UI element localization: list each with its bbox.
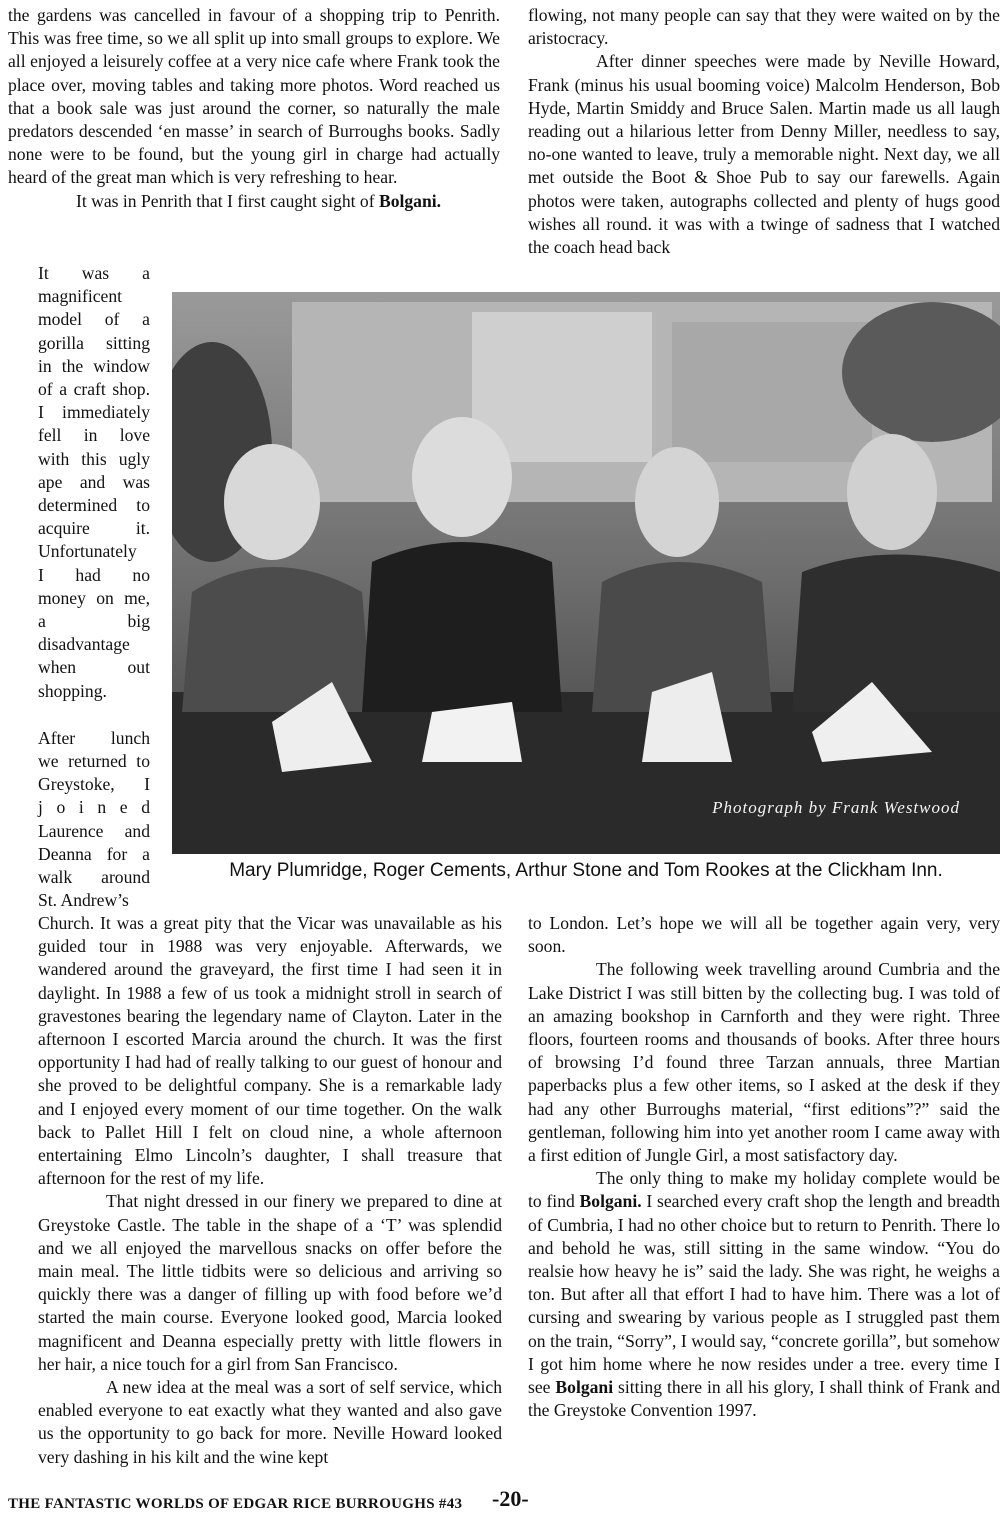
spacer xyxy=(38,703,150,727)
left-column-bottom xyxy=(38,912,502,1469)
narrow-line: we returned to xyxy=(38,751,150,772)
narrow-line: Greystoke, I xyxy=(38,774,150,795)
narrow-line: shopping. xyxy=(38,680,107,701)
right-column-bottom xyxy=(528,912,1000,1422)
narrow-line: acquire it. xyxy=(38,518,150,539)
narrow-line: St. Andrew’s xyxy=(38,890,129,911)
narrow-column xyxy=(38,262,150,912)
paragraph: After dinner speeches were made by Neville Howard, Frank (minus his usual booming voice) Malcolm Henderson, Bob Hyde, Martin Smiddy and Bruce Salen. Martin made us all laugh reading out a hilarious letter from Denny Miller, needless to say, no-one wanted to leave, truly a memorable night. Next day, we all met outside the Boot & Shoe Pub to say our farewells. Again photos were taken, autographs collected and plenty of hugs good wishes all round. it was with a twinge of sadness that I watched the coach head back xyxy=(528,51,1000,258)
photo-image xyxy=(172,292,1000,854)
photo-credit: Photograph by Frank Westwood xyxy=(712,798,960,817)
bold-name: Bolgani. xyxy=(378,190,442,211)
right-column-top xyxy=(528,4,1000,259)
bold-name: Bolgani xyxy=(555,1377,614,1398)
narrow-line: fell in love xyxy=(38,425,150,446)
narrow-line: I immediately xyxy=(38,402,150,423)
paragraph: A new idea at the meal was a sort of self service, which enabled everyone to eat exactly what they wanted and also gave us the opportunity to go back for more. Neville Howard looked very dashing in his kilt and the wine kept xyxy=(38,1377,502,1467)
narrow-line: a big xyxy=(38,611,150,632)
narrow-line: j o i n e d xyxy=(38,797,150,818)
paragraph-text: sitting there in all his glory, I shall think of Frank and the Greystoke Convention 1997. xyxy=(528,1377,1000,1421)
narrow-line: magnificent xyxy=(38,286,123,307)
narrow-line: with this ugly xyxy=(38,448,150,469)
narrow-line: gorilla sitting xyxy=(38,332,150,353)
paragraph-text: The only thing to make my holiday complete would be to find xyxy=(528,1168,1000,1212)
paragraph xyxy=(8,190,500,213)
narrow-line: ape and was xyxy=(38,471,150,492)
group-photo xyxy=(172,292,1000,854)
narrow-line: walk around xyxy=(38,867,150,888)
narrow-line: I had no xyxy=(38,564,150,585)
paragraph: flowing, not many people can say that they were waited on by the aristocracy. xyxy=(528,5,1000,49)
narrow-line: model of a xyxy=(38,309,150,330)
narrow-line: in the window xyxy=(38,355,150,376)
narrow-line: After lunch xyxy=(38,727,150,748)
footer-title: THE FANTASTIC WORLDS OF EDGAR RICE BURROUGHS #43 xyxy=(8,1496,463,1512)
paragraph xyxy=(528,1167,1000,1422)
paragraph: to London. Let’s hope we will all be together again very, very soon. xyxy=(528,913,1000,957)
narrow-line: Laurence and xyxy=(38,820,150,841)
narrow-line: when out xyxy=(38,657,150,678)
left-column-top xyxy=(8,4,500,213)
paragraph-text: I searched every craft shop the length and breadth of Cumbria, I had no other choice but to return to Penrith. There lo and behold he was, still sitting in the same window. “You do realsie how heavy he is” said the lady. She was right, he weighs a ton. But after all that effort I had to have him. There was a lot of cursing and swearing by various people as I struggled past them on the train, “Sorry”, I would say, “concrete gorilla”, but somehow I got him home where he now resides under a tree. every time I see xyxy=(528,1191,1001,1398)
paragraph: Church. It was a great pity that the Vicar was unavailable as his guided tour in 1988 was very enjoyable. Afterwards, we wandered around the graveyard, the first time I had seen it in daylight. In 1988 a few of us took a midnight stroll in search of gravestones bearing the legendary name of Clayton. Later in the afternoon I escorted Marcia around the church. It was the first opportunity I had had of really talking to our guest of honour and she proved to be delightful company. She is a remarkable lady and I enjoyed every moment of our time together. On the walk back to Pallet Hill I felt on cloud nine, a whole afternoon entertaining Elmo Lincoln’s daughter, I shall treasure that afternoon for the rest of my life. xyxy=(38,913,502,1189)
narrow-line: It was a xyxy=(38,263,150,283)
narrow-line: money on me, xyxy=(38,587,150,608)
photo-caption: Mary Plumridge, Roger Cements, Arthur Stone and Tom Rookes at the Clickham Inn. xyxy=(229,860,943,881)
page-number: -20- xyxy=(492,1486,529,1511)
paragraph: That night dressed in our finery we prepared to dine at Greystoke Castle. The table in the shape of a ‘T’ was splendid and we all enjoyed the marvellous snacks on offer before the main meal. The little tidbits were so delicious and arriving so quickly there was a danger of filling up with food before we’d started the main course. Everyone looked good, Marcia looked magnificent and Deanna especially pretty with little flowers in her hair, a nice touch for a girl from San Francisco. xyxy=(38,1191,502,1374)
paragraph: the gardens was cancelled in favour of a shopping trip to Penrith. This was free time, so we all split up into small groups to explore. We all enjoyed a leisurely coffee at a very nice cafe where Frank took the place over, moving tables and taking more photos. Word reached us that a book sale was just around the corner, so naturally the male predators descended ‘en masse’ in search of Burroughs books. Sadly none were to be found, but the young girl in charge had actually heard of the great man which is very refreshing to hear. xyxy=(8,5,500,188)
narrow-line: Unfortunately xyxy=(38,541,137,562)
narrow-line: determined to xyxy=(38,495,150,516)
bold-name: Bolgani. xyxy=(579,1191,642,1212)
narrow-line: disadvantage xyxy=(38,634,130,655)
paragraph: The following week travelling around Cumbria and the Lake District I was still bitten by the collecting bug. I was told of an amazing bookshop in Carnforth and they were right. Three floors, fourteen rooms and thousands of books. After three hours of browsing I’d found three Tarzan annuals, three Martian paperbacks plus a few other items, so I asked at the desk if they had any other Burroughs material, “first editions”?” said the gentleman, following him into yet another room I came away with a first edition of Jungle Girl, a most satisfactory day. xyxy=(528,959,1000,1166)
narrow-line: of a craft shop. xyxy=(38,379,150,400)
narrow-line: Deanna for a xyxy=(38,843,150,864)
paragraph-text: It was in Penrith that I first caught sight of xyxy=(76,190,379,211)
